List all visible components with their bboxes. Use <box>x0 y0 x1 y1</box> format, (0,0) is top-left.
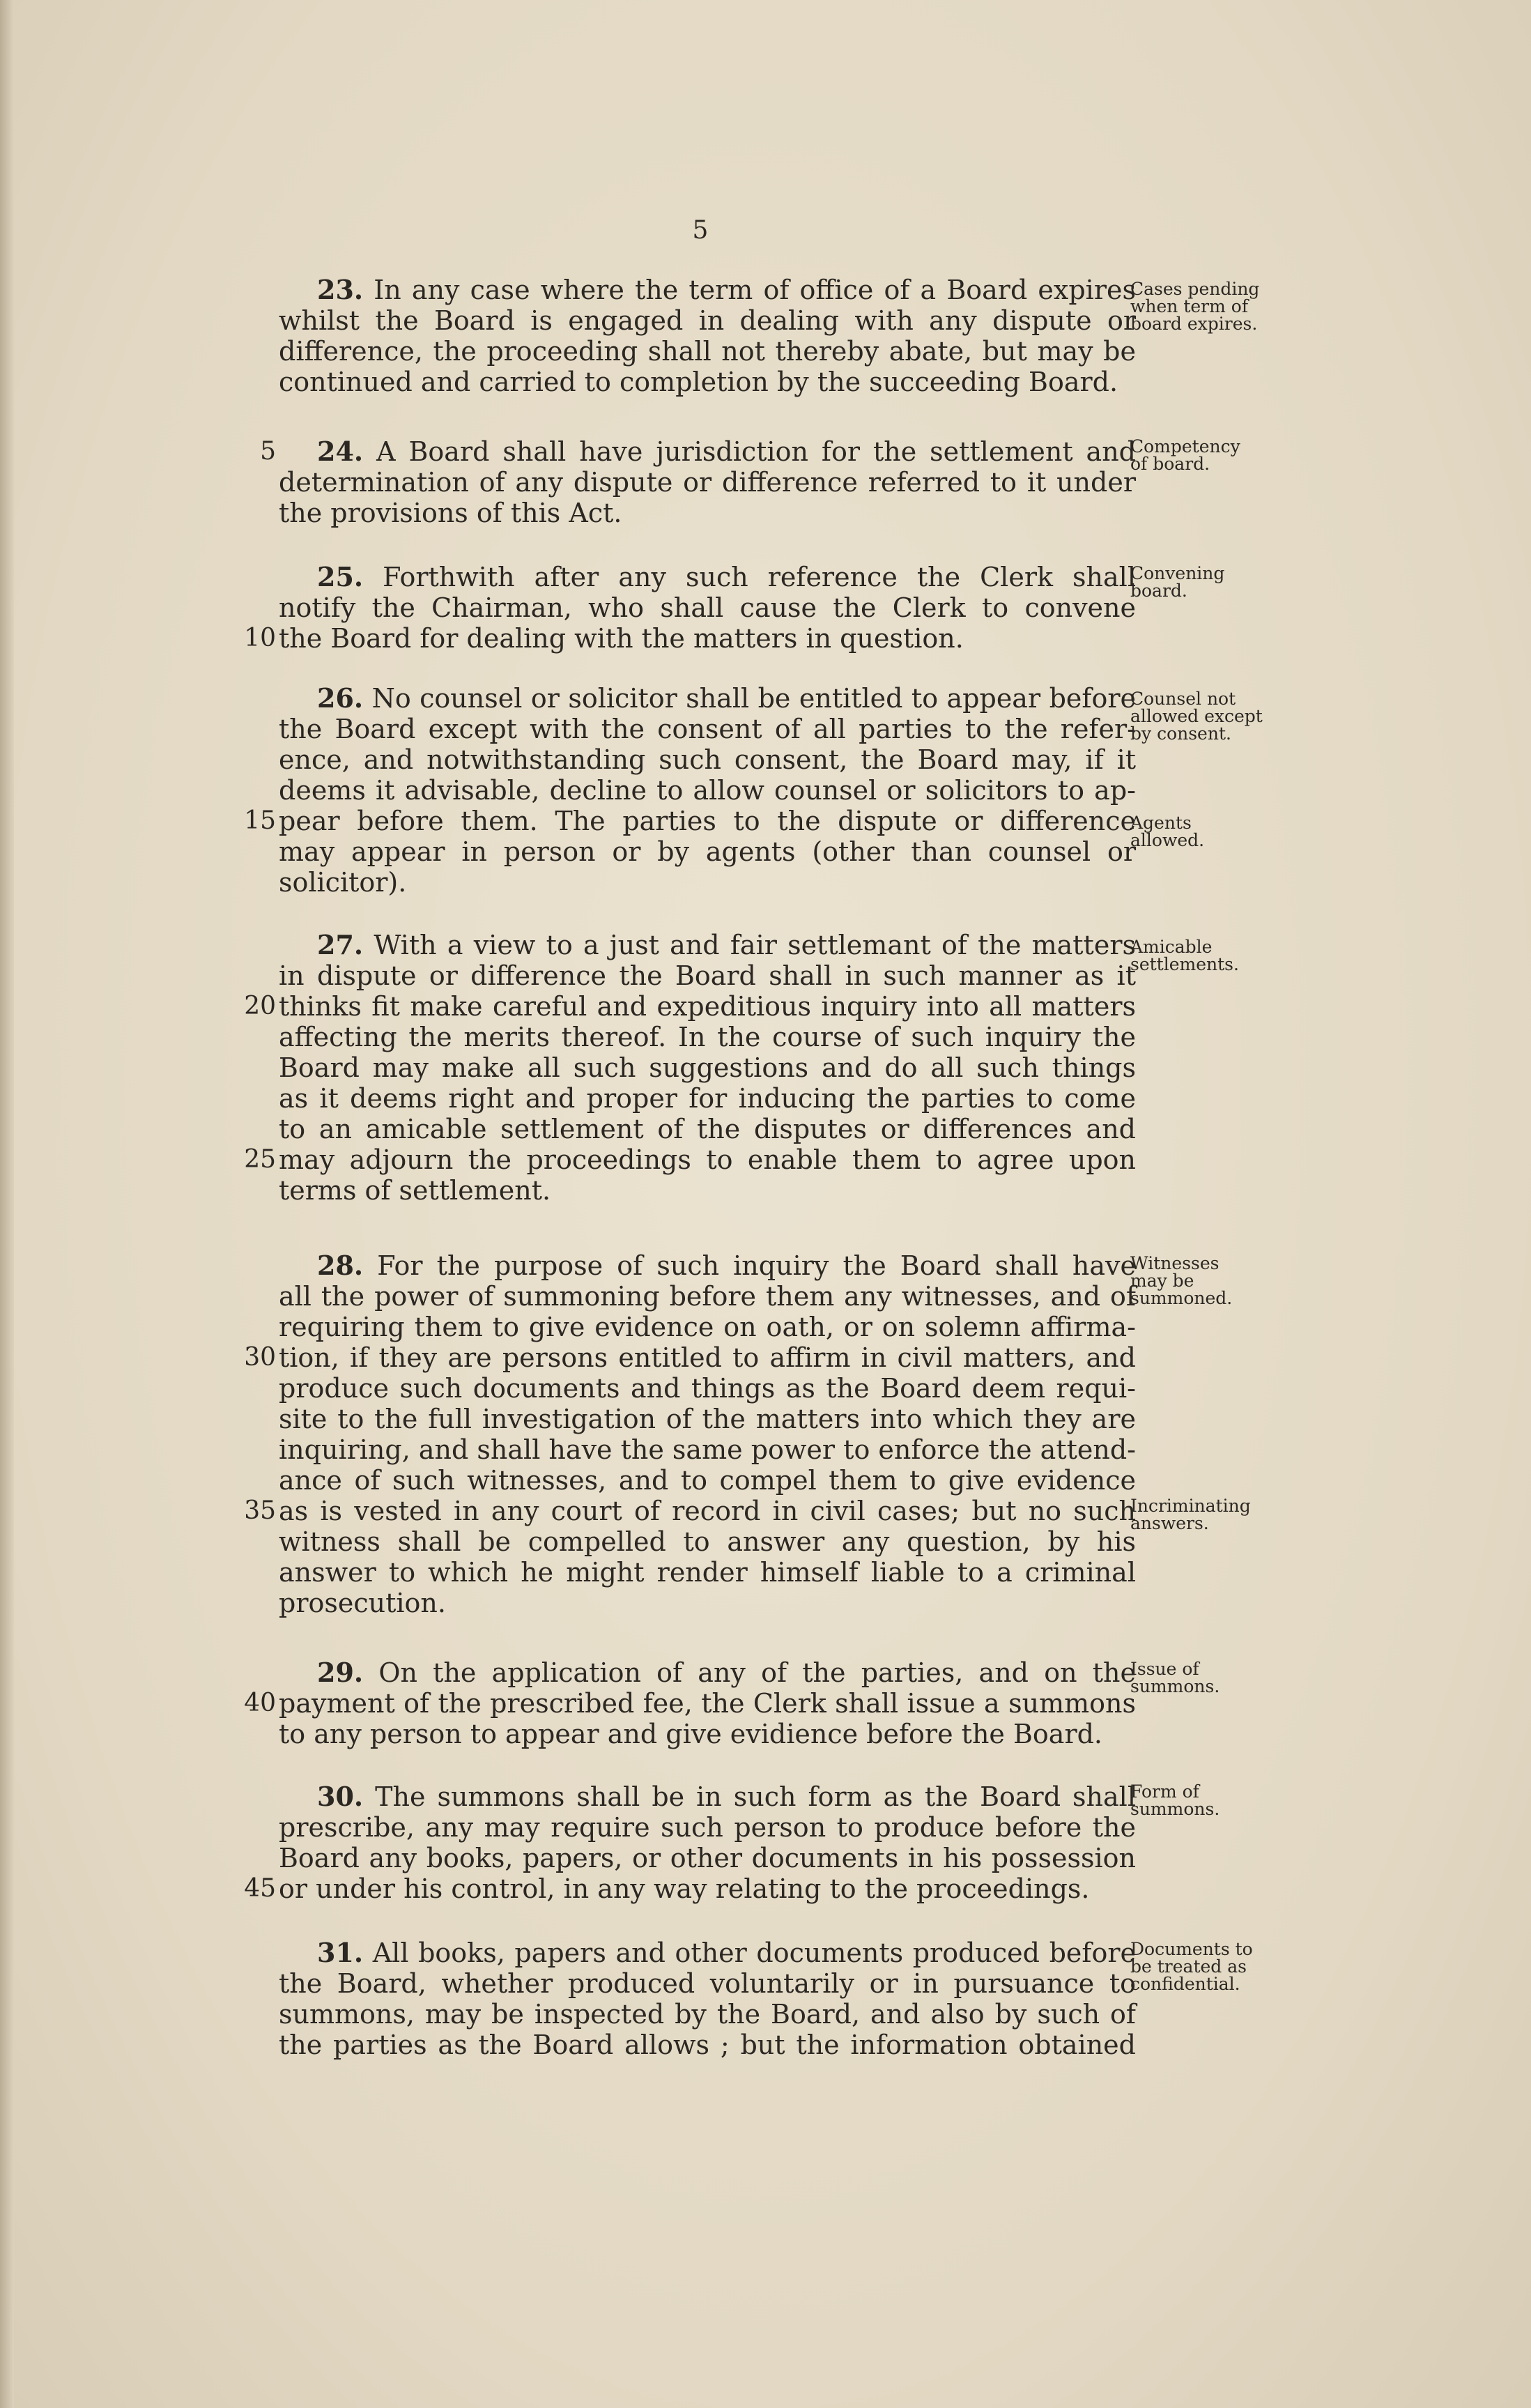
line-number: 20 <box>244 992 276 1020</box>
line-number: 30 <box>244 1343 276 1372</box>
margin-note-26a: Counsel not allowed except by consent. <box>1130 689 1263 744</box>
section-23 <box>279 275 1136 397</box>
text-line: the Board except with the consent of all parties to the refer- <box>279 714 1136 744</box>
text-line: prosecution. <box>279 1588 446 1618</box>
line-number: 15 <box>244 806 276 835</box>
margin-note-28a: Witnesses may be summoned. <box>1130 1253 1233 1308</box>
text-line: notify the Chairman, who shall cause the Clerk to convene <box>279 592 1136 623</box>
section-number: 31. <box>317 1937 364 1968</box>
text-line: inquiring, and shall have the same power to enforce the attend- <box>279 1434 1136 1465</box>
section-30 <box>244 1781 1136 1904</box>
text-line: witness shall be compelled to answer any question, by his <box>279 1526 1136 1557</box>
text-line: the provisions of this Act. <box>279 498 622 528</box>
section-31 <box>279 1938 1136 2060</box>
text-line: difference, the proceeding shall not thereby abate, but may be <box>279 336 1136 367</box>
section-27 <box>244 929 1136 1206</box>
text-line: continued and carried to completion by the succeeding Board. <box>279 367 1118 397</box>
text-line: as it deems right and proper for inducing the parties to come <box>279 1083 1136 1114</box>
text-line: requiring them to give evidence on oath, or on solemn affirma- <box>279 1312 1136 1342</box>
text-line: produce such documents and things as the Board deem requi- <box>279 1373 1136 1404</box>
text-line: 15 pear before them. The parties to the dispute or difference <box>244 806 1136 836</box>
text-line: 26. No counsel or solicitor shall be entitled to appear before <box>317 682 1136 714</box>
text-line: ance of such witnesses, and to compel them to give evidence <box>279 1465 1136 1496</box>
section-29 <box>244 1657 1136 1749</box>
section-number: 30. <box>317 1781 364 1812</box>
text-line: terms of settlement. <box>279 1175 551 1206</box>
page-number: 5 <box>692 216 709 245</box>
text-line: whilst the Board is engaged in dealing with any dispute or <box>279 305 1136 336</box>
line-number: 45 <box>244 1874 276 1903</box>
margin-note-26b: Agents allowed. <box>1130 813 1205 850</box>
text-line: 29. On the application of any of the parties, and on the <box>317 1657 1136 1688</box>
line-number: 40 <box>244 1689 276 1717</box>
margin-note-29: Issue of summons. <box>1130 1659 1220 1696</box>
line-number: 25 <box>244 1145 276 1174</box>
margin-note-28b: Incriminating answers. <box>1130 1496 1251 1533</box>
section-number: 29. <box>317 1657 364 1688</box>
section-number: 25. <box>317 561 364 592</box>
margin-note-23: Cases pending when term of board expires. <box>1130 279 1260 334</box>
text-line: 35 as is vested in any court of record in civil cases; but no such <box>244 1496 1136 1526</box>
text-line: summons, may be inspected by the Board, and also by such of <box>279 1999 1136 2030</box>
text-line: the Board, whether produced voluntarily or in pursuance to <box>279 1968 1136 1999</box>
text-line: 30. The summons shall be in such form as the Board shall <box>317 1781 1136 1812</box>
text-line: deems it advisable, decline to allow counsel or solicitors to ap- <box>279 775 1136 806</box>
text-line: determination of any dispute or difference referred to it under <box>279 467 1136 498</box>
text-line: affecting the merits thereof. In the course of such inquiry the <box>279 1022 1136 1052</box>
text-line: the parties as the Board allows ; but the information obtained <box>279 2030 1136 2060</box>
text-line: 23. In any case where the term of office of a Board expires <box>317 274 1136 305</box>
text-line: 30 tion, if they are persons entitled to affirm in civil matters, and <box>244 1342 1136 1373</box>
margin-note-27: Amicable settlements. <box>1130 937 1239 974</box>
text-line: 45 or under his control, in any way relating to the proceedings. <box>244 1873 1090 1904</box>
section-number: 28. <box>317 1250 364 1281</box>
text-line: prescribe, any may require such person to produce before the <box>279 1812 1136 1843</box>
section-28 <box>244 1250 1136 1618</box>
text-line: Board any books, papers, or other documents in his possession <box>279 1843 1136 1873</box>
page-edge-shadow <box>0 0 14 2408</box>
text-line: 40 payment of the prescribed fee, the Clerk shall issue a summons <box>244 1688 1136 1719</box>
text-line: 31. All books, papers and other documents produced before <box>317 1937 1136 1968</box>
line-number: 5 <box>260 437 276 466</box>
text-line: 10 the Board for dealing with the matters in question. <box>244 623 964 654</box>
section-24 <box>260 436 1136 528</box>
text-line: 28. For the purpose of such inquiry the Board shall have <box>317 1250 1136 1281</box>
section-number: 27. <box>317 929 364 960</box>
text-line: ence, and notwithstanding such consent, the Board may, if it <box>279 744 1136 775</box>
text-line: 20 thinks fit make careful and expeditious inquiry into all matters <box>244 991 1136 1022</box>
text-line: to any person to appear and give evidience before the Board. <box>279 1719 1103 1749</box>
margin-note-25: Convening board. <box>1130 563 1225 601</box>
section-26 <box>244 682 1136 898</box>
text-line: 25. Forthwith after any such reference the Clerk shall <box>317 561 1136 592</box>
text-line: Board may make all such suggestions and do all such things <box>279 1052 1136 1083</box>
text-line: solicitor). <box>279 867 407 898</box>
text-line: site to the full investigation of the matters into which they are <box>279 1404 1136 1434</box>
text-line: may appear in person or by agents (other than counsel or <box>279 836 1136 867</box>
text-line: all the power of summoning before them any witnesses, and of <box>279 1281 1136 1312</box>
section-number: 24. <box>317 436 364 467</box>
text-line: 27. With a view to a just and fair settlemant of the matters <box>317 929 1136 960</box>
text-line: answer to which he might render himself liable to a criminal <box>279 1557 1136 1588</box>
text-line: in dispute or difference the Board shall in such manner as it <box>279 960 1136 991</box>
margin-note-31: Documents to be treated as confidential. <box>1130 1939 1253 1994</box>
section-number: 26. <box>317 682 364 714</box>
margin-note-30: Form of summons. <box>1130 1781 1220 1819</box>
text-line: 5 24. A Board shall have jurisdiction for the settlement and <box>279 436 1136 467</box>
text-line: to an amicable settlement of the disputes or differences and <box>279 1114 1136 1144</box>
line-number: 10 <box>244 624 276 652</box>
margin-note-24: Competency of board. <box>1130 436 1240 474</box>
text-line: 25 may adjourn the proceedings to enable them to agree upon <box>244 1144 1136 1175</box>
line-number: 35 <box>244 1496 276 1525</box>
section-25 <box>244 561 1136 654</box>
section-number: 23. <box>317 274 364 305</box>
